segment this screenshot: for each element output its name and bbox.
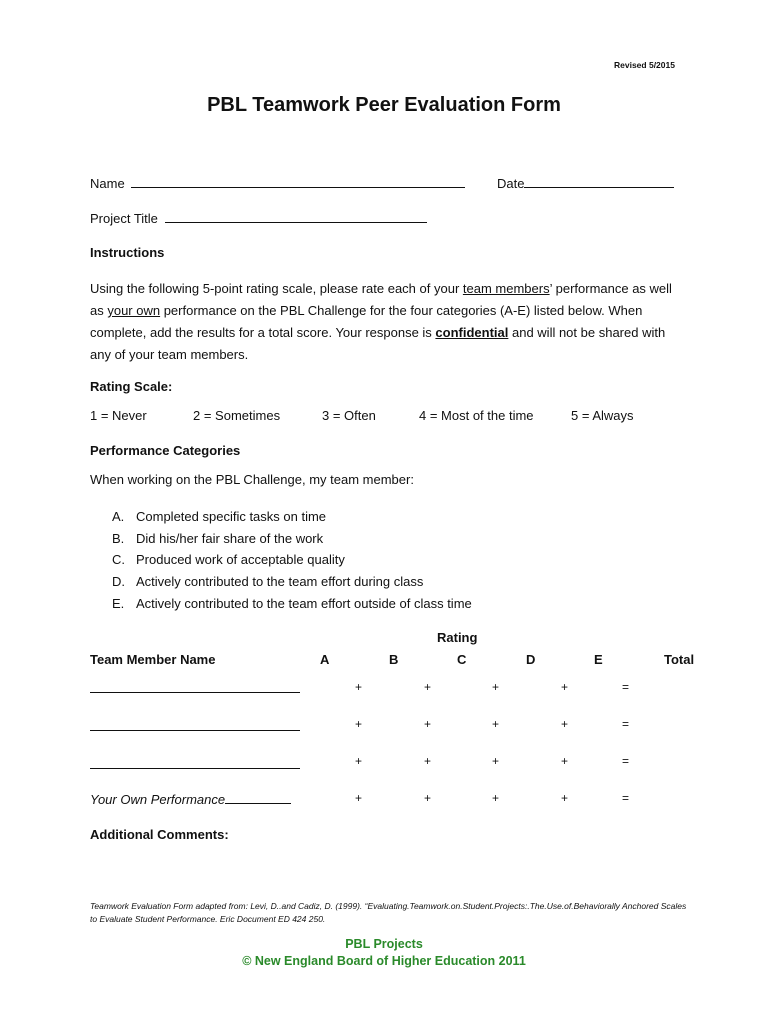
equals-sign: =	[622, 791, 630, 805]
team-member-name-line[interactable]	[90, 729, 300, 731]
plus-sign: +	[424, 791, 432, 805]
column-header-d: D	[526, 652, 536, 667]
column-header-c: C	[457, 652, 467, 667]
plus-sign: +	[492, 680, 500, 694]
instructions-paragraph: Using the following 5-point rating scale, please rate each of your team members’ performance as well as your own performance on the PBL Challenge for the four categories (A-E) listed below. When complete, add the results for a total score. Your response is confidential and will not be shared with any of your team members.	[90, 281, 672, 362]
date-label: Date	[497, 176, 525, 191]
list-item: B. Did his/her fair share of the work	[112, 530, 324, 546]
plus-sign: +	[561, 680, 569, 694]
plus-sign: +	[424, 754, 432, 768]
date-field[interactable]	[497, 175, 674, 191]
team-member-name-line[interactable]	[90, 767, 300, 769]
plus-sign: +	[492, 717, 500, 731]
project-title-label: Project Title	[90, 211, 158, 226]
instructions-heading: Instructions	[90, 245, 165, 260]
total-header: Total	[664, 652, 695, 667]
page-title: PBL Teamwork Peer Evaluation Form	[207, 94, 561, 116]
categories-intro: When working on the PBL Challenge, my team member:	[90, 472, 414, 487]
credit-line-1: PBL Projects	[345, 937, 423, 951]
list-item: C. Produced work of acceptable quality	[112, 552, 345, 568]
column-header-b: B	[389, 652, 399, 667]
own-performance-label: Your Own Performance	[90, 792, 226, 807]
rating-scale-item: 1 = Never	[90, 408, 147, 423]
plus-sign: +	[355, 717, 363, 731]
own-performance-line[interactable]	[225, 791, 291, 804]
column-header-e: E	[594, 652, 603, 667]
date-line[interactable]	[524, 175, 674, 188]
plus-sign: +	[561, 791, 569, 805]
column-header-a: A	[320, 652, 330, 667]
additional-comments-heading: Additional Comments:	[90, 827, 229, 842]
confidential-emphasis: confidential	[435, 325, 509, 340]
project-title-line[interactable]	[165, 210, 427, 223]
project-title-field[interactable]	[90, 210, 427, 226]
plus-sign: +	[424, 717, 432, 731]
team-member-name-header: Team Member Name	[90, 652, 216, 667]
revised-date: Revised 5/2015	[614, 60, 675, 70]
plus-sign: +	[355, 791, 363, 805]
footnote: Teamwork Evaluation Form adapted from: Levi, D..and Cadiz, D. (1999). “Evaluating.Teamwork.on.Student.Projects:.The.Use.of.Behaviorally Anchored Scales to Evaluate Student Performance. Eric Document ED 424 250.	[90, 901, 687, 924]
name-line[interactable]	[131, 175, 465, 188]
team-members-emphasis: team members	[462, 281, 550, 296]
team-member-name-line[interactable]	[90, 691, 300, 693]
rating-scale-item: 4 = Most of the time	[419, 408, 534, 423]
plus-sign: +	[492, 754, 500, 768]
name-field[interactable]	[90, 175, 465, 191]
categories-list	[112, 506, 472, 615]
rating-scale-item: 2 = Sometimes	[193, 408, 281, 423]
plus-sign: +	[424, 680, 432, 694]
name-label: Name	[90, 176, 125, 191]
equals-sign: =	[622, 680, 630, 694]
plus-sign: +	[492, 791, 500, 805]
rating-scale-item: 3 = Often	[322, 408, 376, 423]
list-item: D. Actively contributed to the team effort during class	[112, 574, 424, 590]
plus-sign: +	[355, 754, 363, 768]
list-item: E. Actively contributed to the team effort outside of class time	[112, 595, 472, 611]
plus-sign: +	[561, 717, 569, 731]
rating-scale-heading: Rating Scale:	[90, 379, 173, 394]
credit-line-2: © New England Board of Higher Education 2011	[242, 954, 526, 968]
rating-label: Rating	[437, 630, 478, 645]
equals-sign: =	[622, 717, 630, 731]
rating-scale-item: 5 = Always	[571, 408, 634, 423]
plus-sign: +	[355, 680, 363, 694]
your-own-emphasis: your own	[107, 303, 161, 318]
categories-heading: Performance Categories	[90, 443, 241, 458]
plus-sign: +	[561, 754, 569, 768]
equals-sign: =	[622, 754, 630, 768]
own-performance-field[interactable]	[90, 791, 291, 807]
list-item: A. Completed specific tasks on time	[112, 509, 327, 524]
